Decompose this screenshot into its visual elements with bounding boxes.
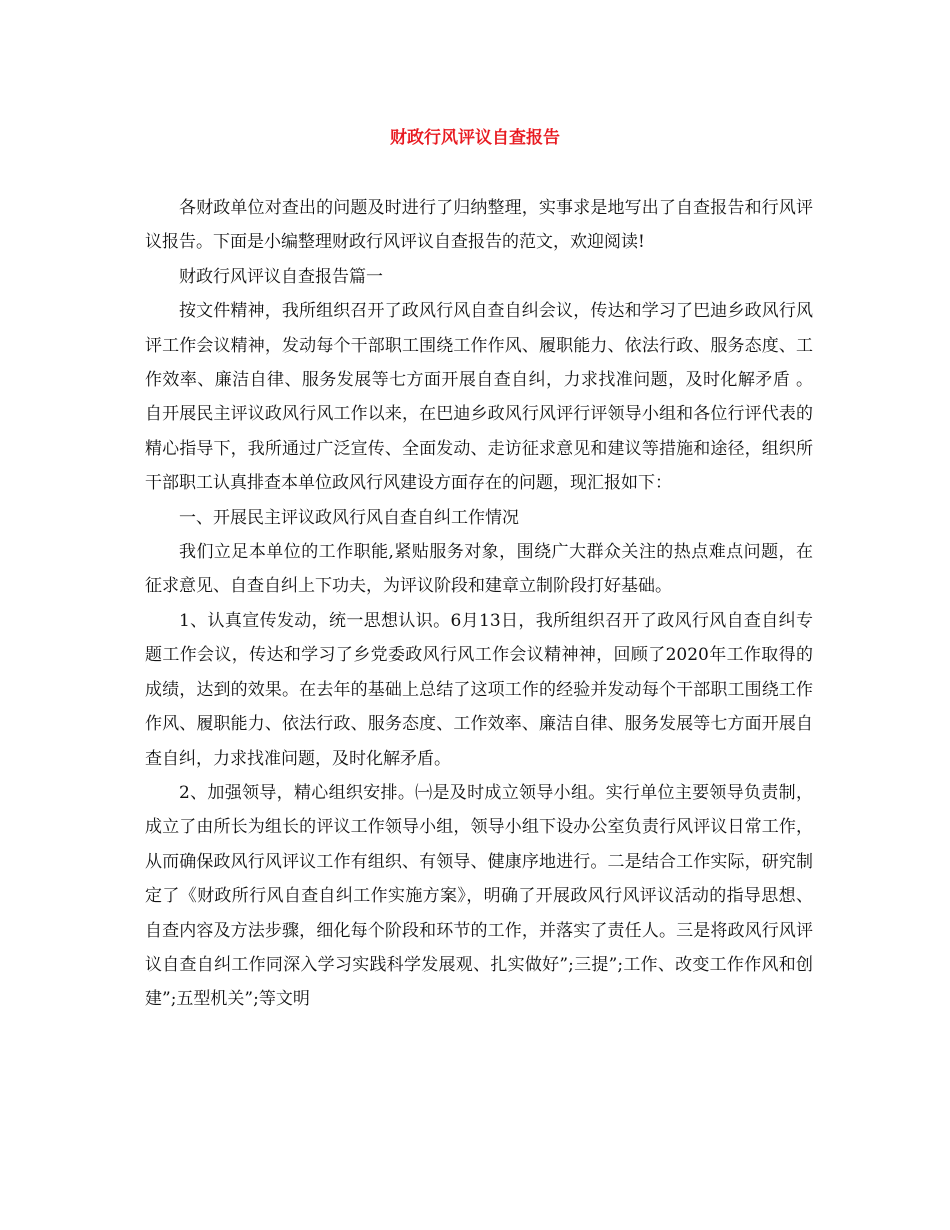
document-body: [145, 191, 813, 1017]
document-title: 财政行风评议自查报告: [390, 128, 560, 148]
body-paragraph: 按文件精神，我所组织召开了政风行风自查自纠会议，传达和学习了巴迪乡政风行风评工作会议精神，发动每个干部职工围绕工作作风、履职能力、依法行政、服务态度、工作效率、廉洁自律、服务发展等七方面开展自查自纠，力求找准问题，及时化解矛盾 。自开展民主评议政风行风工作以来，在巴迪乡政风行风评行评领导小组和各位行评代表的精心指导下，我所通过广泛宣传、全面发动、走访征求意见和建议等措施和途径，组织所干部职工认真排查本单位政风行风建设方面存在的问题，现汇报如下：: [145, 301, 813, 494]
section-heading-one: 一、开展民主评议政风行风自查自纠工作情况: [179, 507, 519, 528]
numbered-paragraph-1: 1、认真宣传发动，统一思想认识。6月13日，我所组织召开了政风行风自查自纠专题工作会议，传达和学习了乡党委政风行风工作会议精神神，回顾了2020年工作取得的成绩，达到的效果。在去年的基础上总结了这项工作的经验并发动每个干部职工围绕工作作风、履职能力、依法行政、服务态度、工作效率、廉洁自律、服务发展等七方面开展自查自纠，力求找准问题，及时化解矛盾。: [145, 610, 813, 769]
intro-paragraph: 各财政单位对查出的问题及时进行了归纳整理，实事求是地写出了自查报告和行风评议报告。下面是小编整理财政行风评议自查报告的范文，欢迎阅读!: [145, 198, 813, 253]
section-heading-part-one: 财政行风评议自查报告篇一: [179, 266, 383, 287]
body-paragraph: 我们立足本单位的工作职能,紧贴服务对象，围绕广大群众关注的热点难点问题，在征求意见、自查自纠上下功夫，为评议阶段和建章立制阶段打好基础。: [145, 542, 813, 597]
numbered-paragraph-2: 2、加强领导，精心组织安排。㈠是及时成立领导小组。实行单位主要领导负责制，成立了由所长为组长的评议工作领导小组，领导小组下设办公室负责行风评议日常工作，从而确保政风行风评议工作有组织、有领导、健康序地进行。二是结合工作实际，研究制定了《财政所行风自查自纠工作实施方案》，明确了开展政风行风评议活动的指导思想、自查内容及方法步骤，细化每个阶段和环节的工作，并落实了责任人。三是将政风行风评议自查自纠工作同深入学习实践科学发展观、扎实做好”;三提”;工作、改变工作作风和创建”;五型机关”;等文明: [145, 782, 813, 1010]
